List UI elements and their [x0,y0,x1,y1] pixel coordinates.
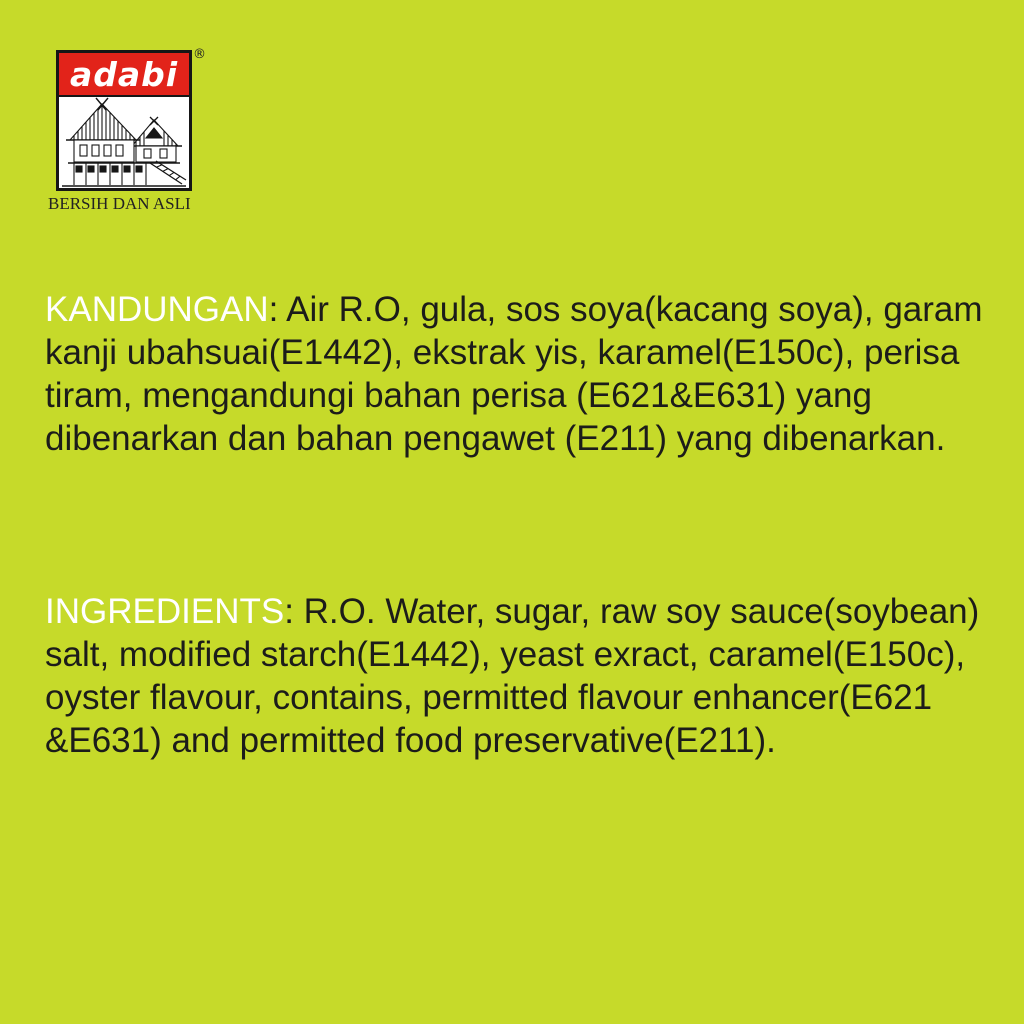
ingredients-line: &E631) and permitted food preservative(E211). [45,721,776,760]
adabi-logo [56,50,192,191]
kandungan-text: : Air R.O, gula, sos soya(kacang soya), garam [268,290,983,329]
brand-tagline: BERSIH DAN ASLI [48,194,191,213]
ingredients-text: : R.O. Water, sugar, raw soy sauce(soybean) [284,592,980,631]
ingredients-paragraph [45,590,979,762]
ingredients-line: salt, modified starch(E1442), yeast exract, caramel(E150c), [45,635,966,674]
kandungan-line: dibenarkan dan bahan pengawet (E211) yang dibenarkan. [45,419,946,458]
ingredients-label: INGREDIENTS [45,592,285,631]
ingredients-line: oyster flavour, contains, permitted flavour enhancer(E621 [45,678,933,717]
kandungan-line: kanji ubahsuai(E1442), ekstrak yis, karamel(E150c), perisa [45,333,960,372]
registered-mark: ® [193,47,206,62]
ingredients-line [45,590,979,633]
kandungan-line [45,288,983,331]
kandungan-line: tiram, mengandungi bahan perisa (E621&E631) yang [45,376,872,415]
logo-wordmark: adabi [69,55,179,94]
kandungan-paragraph [45,288,983,460]
kandungan-label: KANDUNGAN [45,290,269,329]
